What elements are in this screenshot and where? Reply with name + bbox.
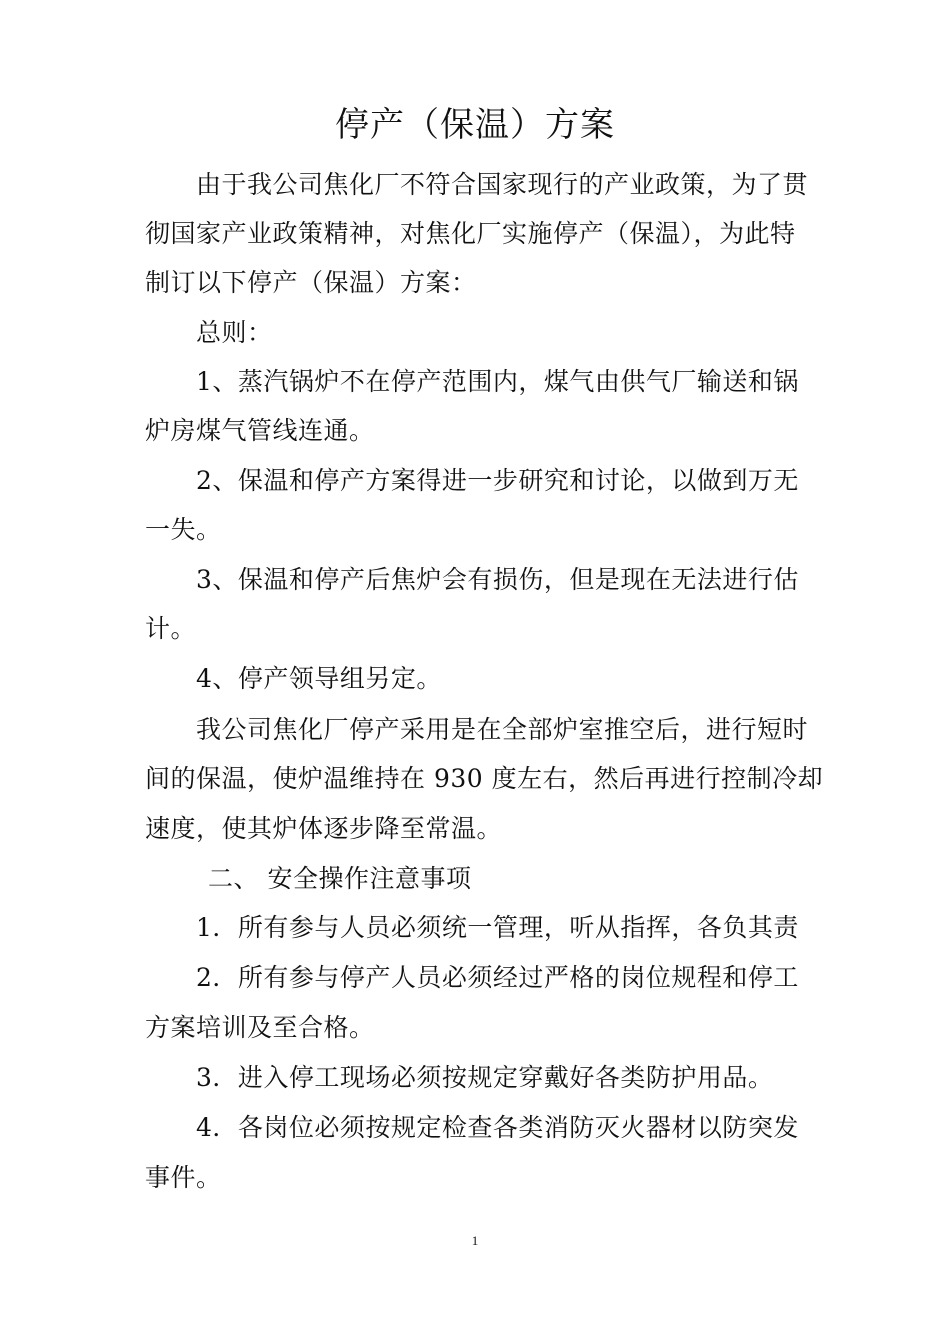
list-item: 2．所有参与停产人员必须经过严格的岗位规程和停工 <box>196 963 799 992</box>
page-number: 1 <box>471 1233 479 1248</box>
paragraph-line: 我公司焦化厂停产采用是在全部炉室推空后，进行短时 <box>196 715 809 744</box>
list-item: 3、保温和停产后焦炉会有损伤，但是现在无法进行估 <box>196 565 799 594</box>
paragraph-line: 彻国家产业政策精神，对焦化厂实施停产（保温），为此特 <box>145 219 796 248</box>
paragraph-line: 由于我公司焦化厂不符合国家现行的产业政策，为了贯 <box>196 170 809 199</box>
paragraph-line: 速度，使其炉体逐步降至常温。 <box>145 814 503 843</box>
paragraph-line: 间的保温，使炉温维持在 930 度左右，然后再进行控制冷却 <box>145 764 824 793</box>
paragraph-line: 制订以下停产（保温）方案： <box>145 268 477 297</box>
section-heading: 二、 安全操作注意事项 <box>208 864 472 893</box>
list-item: 1、蒸汽锅炉不在停产范围内，煤气由供气厂输送和锅 <box>196 367 799 396</box>
section-heading: 总则： <box>196 318 273 347</box>
list-item: 3．进入停工现场必须按规定穿戴好各类防护用品。 <box>196 1063 774 1092</box>
list-item-continuation: 炉房煤气管线连通。 <box>145 416 375 445</box>
list-item: 2、保温和停产方案得进一步研究和讨论，以做到万无 <box>196 466 799 495</box>
list-item-continuation: 事件。 <box>145 1163 222 1192</box>
list-item-continuation: 一失。 <box>145 515 222 544</box>
list-item: 1．所有参与人员必须统一管理，听从指挥，各负其责 <box>196 913 799 942</box>
list-item: 4．各岗位必须按规定检查各类消防灭火器材以防突发 <box>196 1113 799 1142</box>
list-item-continuation: 方案培训及至合格。 <box>145 1013 375 1042</box>
list-item-continuation: 计。 <box>145 614 197 643</box>
list-item: 4、停产领导组另定。 <box>196 664 442 693</box>
document-title: 停产（保温）方案 <box>335 105 615 145</box>
